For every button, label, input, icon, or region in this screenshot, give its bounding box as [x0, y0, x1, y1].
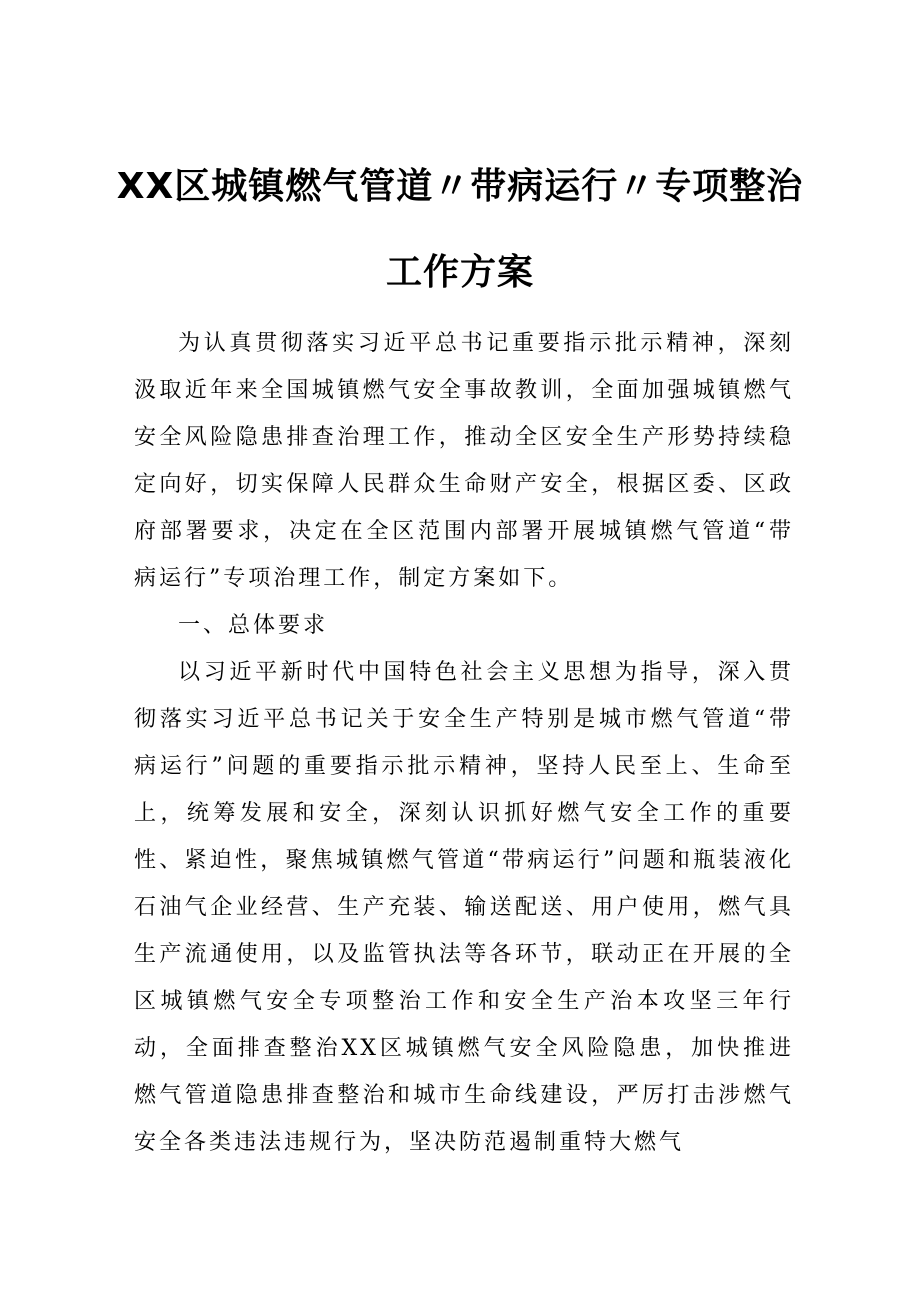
document-title-line-2: 工作方案	[385, 252, 534, 293]
document-body	[134, 320, 794, 1166]
section-heading-general-requirements: 一、总体要求	[178, 613, 329, 638]
intro-paragraph: 为认真贯彻落实习近平总书记重要指示批示精神，深刻汲取近年来全国城镇燃气安全事故教训，全面加强城镇燃气安全风险隐患排查治理工作，推动全区安全生产形势持续稳定向好，切实保障人民群众生命财产安全，根据区委、区政府部署要求，决定在全区范围内部署开展城镇燃气管道“带病运行”专项治理工作，制定方案如下。	[134, 331, 794, 591]
general-requirements-paragraph: 以习近平新时代中国特色社会主义思想为指导，深入贯彻落实习近平总书记关于安全生产特别是城市燃气管道“带病运行”问题的重要指示批示精神，坚持人民至上、生命至上，统筹发展和安全，深刻认识抓好燃气安全工作的重要性、紧迫性，聚焦城镇燃气管道“带病运行”问题和瓶装液化石油气企业经营、生产充装、输送配送、用户使用，燃气具生产流通使用，以及监管执法等各环节，联动正在开展的全区城镇燃气安全专项整治工作和安全生产治本攻坚三年行动，全面排查整治XX区城镇燃气安全风险隐患，加快推进燃气管道隐患排查整治和城市生命线建设，严厉打击涉燃气安全各类违法违规行为，坚决防范遏制重特大燃气	[134, 660, 794, 1155]
document-title-line-1: XX区城镇燃气管道〃带病运行〃专项整治	[116, 166, 804, 207]
